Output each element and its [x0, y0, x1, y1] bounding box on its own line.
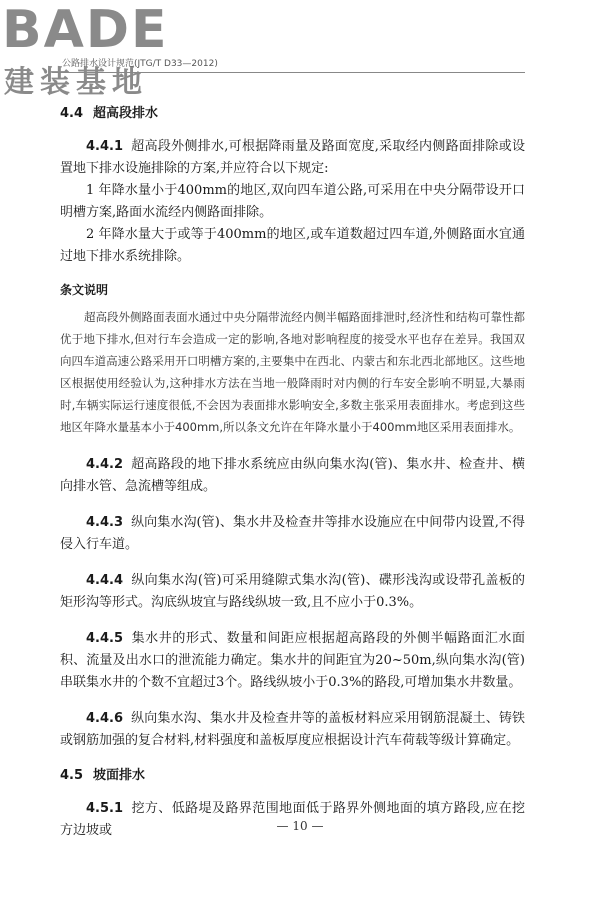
clause-4-4-5: [60, 628, 525, 694]
page-number: — 10 —: [276, 819, 324, 833]
section-heading-4-4: [60, 104, 525, 124]
clause-number: 4.4.4: [86, 573, 124, 588]
clause-4-4-4: [60, 570, 525, 614]
clause-4-4-6: [60, 708, 525, 752]
header-rule: [55, 72, 525, 73]
clause-text: 纵向集水沟、集水井及检查井等的盖板材料应采用钢筋混凝土、铸铁或钢筋加强的复合材料,材料强度和盖板厚度应根据设计汽车荷载等级计算确定。: [60, 711, 525, 748]
clause-number: 4.4.3: [86, 515, 124, 530]
clause-item-1: [60, 180, 525, 224]
clause-text: 超高路段的地下排水系统应由纵向集水沟(管)、集水井、检查井、横向排水管、急流槽等组成。: [60, 457, 525, 494]
section-number: 4.5: [60, 768, 84, 783]
clause-text: 纵向集水沟(管)可采用缝隙式集水沟(管)、碟形浅沟或设带孔盖板的矩形沟等形式。沟底纵坡宜与路线纵坡一致,且不应小于0.3%。: [60, 573, 525, 610]
clause-number: 4.5.1: [86, 801, 124, 816]
watermark-logo: [0, 0, 200, 110]
clause-4-4-3: [60, 512, 525, 556]
section-heading-4-5: [60, 766, 525, 786]
clause-number: 4.4.6: [86, 711, 124, 726]
running-header: 公路排水设计规范(JTG/T D33—2012): [62, 59, 218, 69]
clause-number: 4.4.5: [86, 631, 124, 646]
clause-text: 超高段外侧排水,可根据降雨量及路面宽度,采取经内侧路面排除或设置地下排水设施排除的方案,并应符合以下规定:: [60, 139, 525, 176]
commentary-text: 超高段外侧路面表面水通过中央分隔带流经内侧半幅路面排泄时,经济性和结构可靠性都优于地下排水,但对行车会造成一定的影响,各地对影响程度的接受水平也存在差异。我国双向四车道高速公路采用开口明槽方案的,主要集中在西北、内蒙古和东北西北部地区。这些地区根据使用经验认为,这种排水方法在当地一般降雨时对内侧的行车安全影响不明显,大暴雨时,车辆实际运行速度很低,不会因为表面排水影响安全,多数主张采用表面排水。考虑到这些地区年降水量基本小于400mm,所以条文允许在年降水量小于400mm地区采用表面排水。: [60, 310, 525, 434]
watermark-subtitle: 建装基地: [4, 65, 148, 100]
section-title: 坡面排水: [93, 768, 146, 783]
clause-4-4-2: [60, 454, 525, 498]
clause-text: 1 年降水量小于400mm的地区,双向四车道公路,可采用在中央分隔带设开口明槽方案,路面水流经内侧路面排除。: [60, 183, 525, 220]
clause-4-4-1: [60, 136, 525, 180]
watermark-brand: BADE: [2, 0, 169, 60]
section-number: 4.4: [60, 106, 84, 121]
clause-text: 2 年降水量大于或等于400mm的地区,或车道数超过四车道,外侧路面水宜通过地下排水系统排除。: [60, 227, 525, 264]
clause-item-2: [60, 224, 525, 268]
commentary-title: 条文说明: [60, 283, 109, 297]
clause-number: 4.4.1: [86, 139, 124, 154]
page-body: [60, 100, 525, 842]
clause-text: 纵向集水沟(管)、集水井及检查井等排水设施应在中间带内设置,不得侵入行车道。: [60, 515, 525, 552]
clause-number: 4.4.2: [86, 457, 124, 472]
clause-text: 集水井的形式、数量和间距应根据超高路段的外侧半幅路面汇水面积、流量及出水口的泄流能力确定。集水井的间距宜为20~50m,纵向集水沟(管)串联集水井的个数不宜超过3个。路线纵坡小于0.3%的路段,可增加集水井数量。: [60, 631, 525, 690]
section-title: 超高段排水: [93, 106, 159, 121]
clause-text: 挖方、低路堤及路界范围地面低于路界外侧地面的填方路段,应在挖方边坡或: [60, 801, 525, 838]
